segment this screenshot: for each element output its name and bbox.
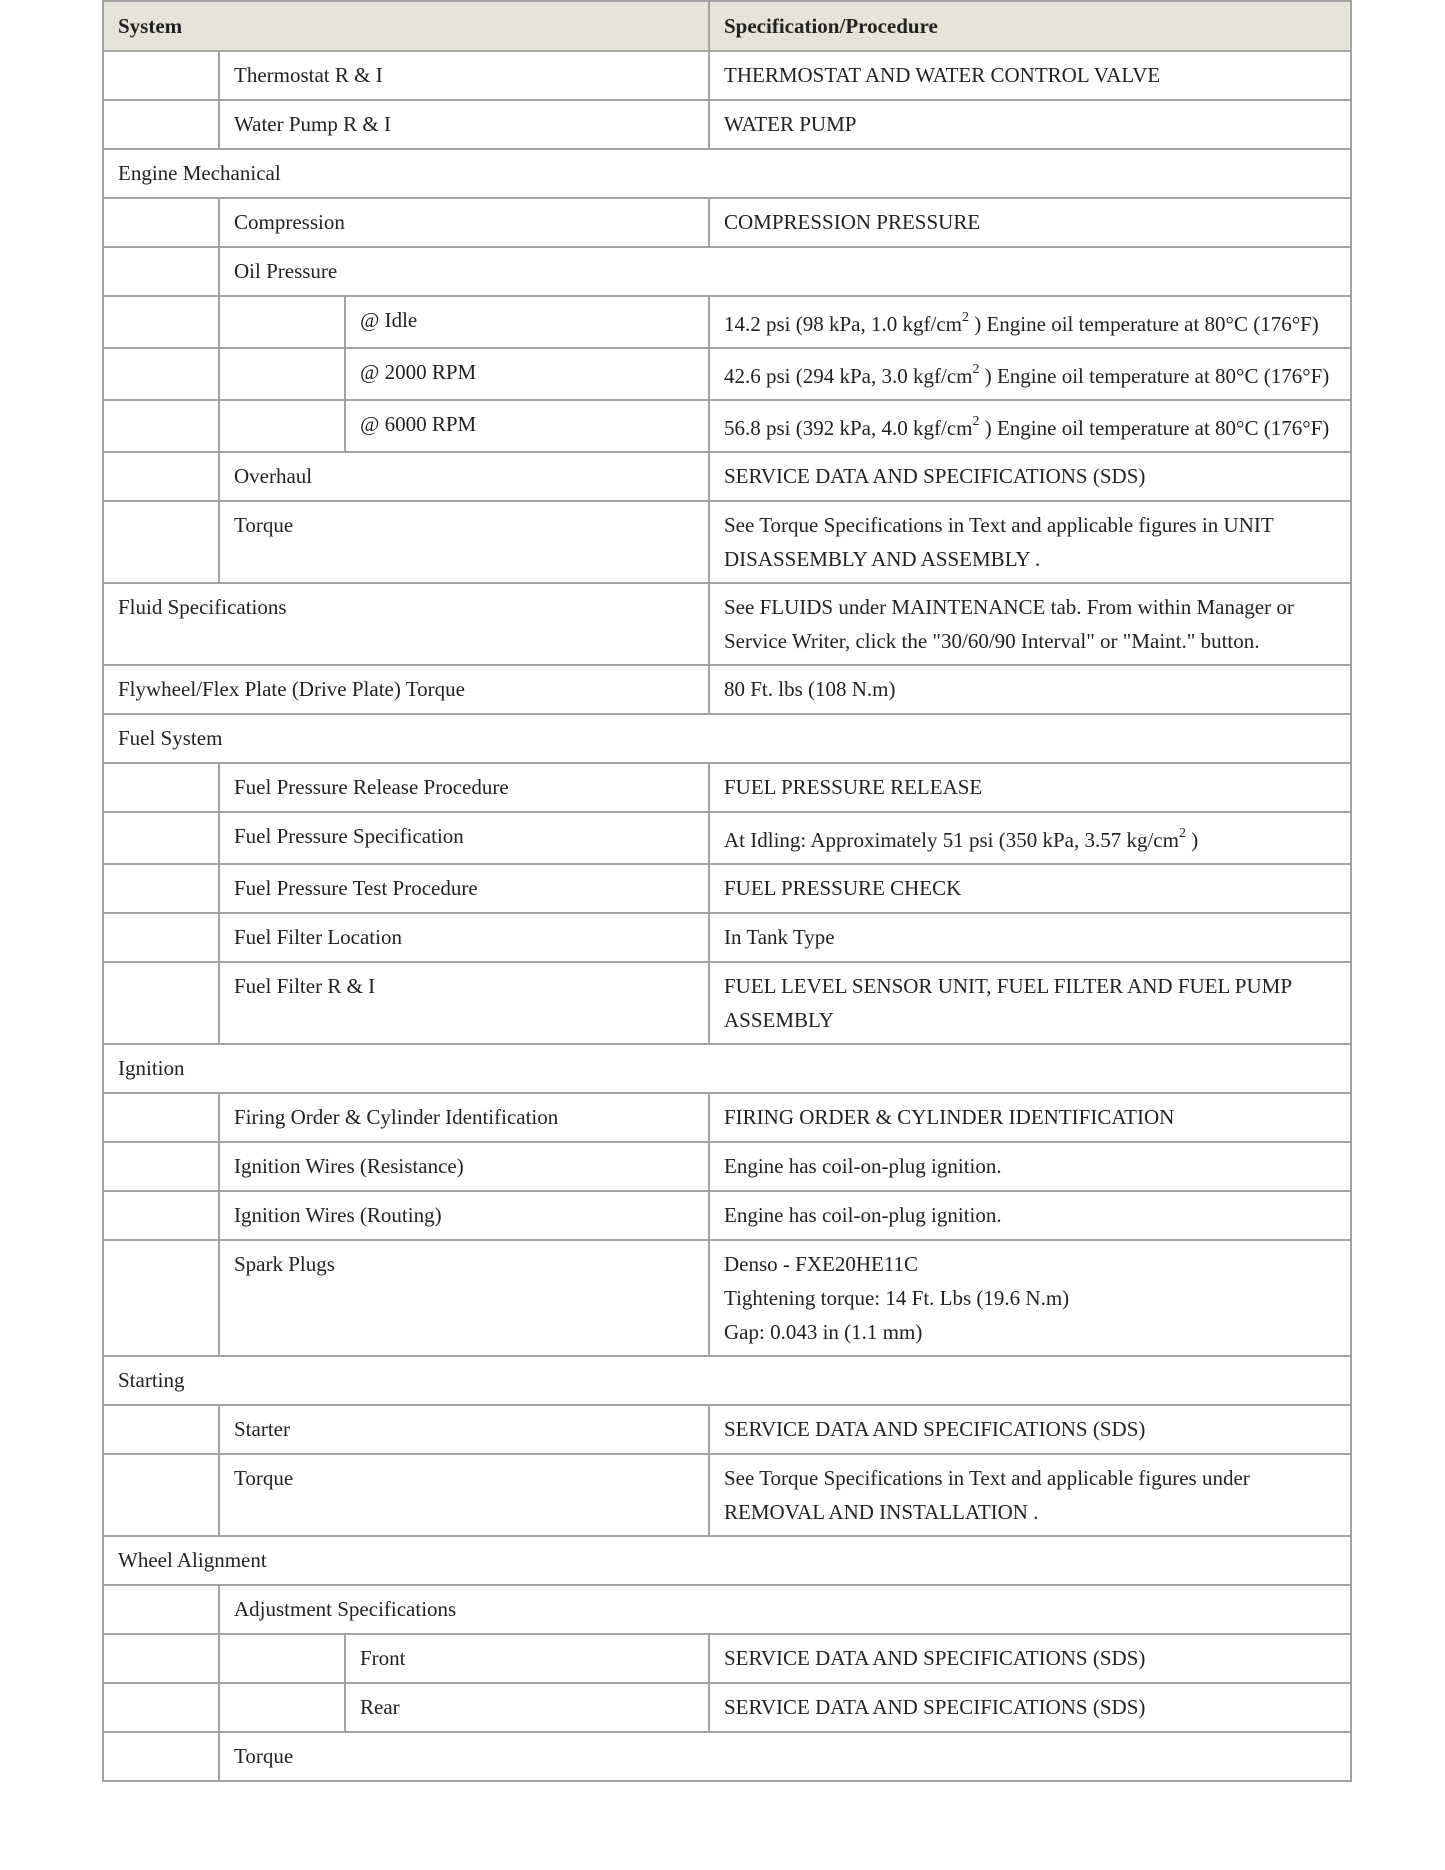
indent-cell — [219, 1683, 345, 1732]
table-row — [103, 1191, 1351, 1240]
indent-cell — [103, 962, 219, 1044]
table-row — [103, 962, 1351, 1044]
row-label: Thermostat R & I — [219, 51, 709, 100]
section-row — [103, 1356, 1351, 1405]
table-row — [103, 296, 1351, 348]
row-label: Fluid Specifications — [103, 583, 709, 665]
row-label: Torque — [219, 1454, 709, 1536]
section-row — [103, 149, 1351, 198]
indent-cell — [219, 400, 345, 452]
row-label: Front — [345, 1634, 709, 1683]
subsection-label: Adjustment Specifications — [219, 1585, 1351, 1634]
indent-cell — [103, 1093, 219, 1142]
table-row — [103, 198, 1351, 247]
indent-cell — [103, 247, 219, 296]
table-row — [103, 1454, 1351, 1536]
subsection-row — [103, 1585, 1351, 1634]
indent-cell — [103, 1732, 219, 1781]
row-label: Flywheel/Flex Plate (Drive Plate) Torque — [103, 665, 709, 714]
table-row — [103, 51, 1351, 100]
row-value: 80 Ft. lbs (108 N.m) — [709, 665, 1351, 714]
table-row — [103, 348, 1351, 400]
section-row — [103, 714, 1351, 763]
indent-cell — [103, 1142, 219, 1191]
table-row — [103, 913, 1351, 962]
row-value: 42.6 psi (294 kPa, 3.0 kgf/$cm^2$ ) Engine oil temperature at 80°C (176°F) — [709, 348, 1351, 400]
indent-cell — [103, 198, 219, 247]
table-row — [103, 400, 1351, 452]
indent-cell — [103, 864, 219, 913]
section-label: Fuel System — [103, 714, 1351, 763]
indent-cell — [103, 1634, 219, 1683]
subsection-row — [103, 1732, 1351, 1781]
indent-cell — [219, 348, 345, 400]
header-system: System — [103, 1, 709, 51]
row-value: See Torque Specifications in Text and applicable figures under REMOVAL AND INSTALLATION . — [709, 1454, 1351, 1536]
row-value: SERVICE DATA AND SPECIFICATIONS (SDS) — [709, 1634, 1351, 1683]
row-label: Water Pump R & I — [219, 100, 709, 149]
row-value: FIRING ORDER & CYLINDER IDENTIFICATION — [709, 1093, 1351, 1142]
row-label: Spark Plugs — [219, 1240, 709, 1356]
section-row — [103, 1044, 1351, 1093]
indent-cell — [103, 1585, 219, 1634]
header-spec: Specification/Procedure — [709, 1, 1351, 51]
spark-plug-gap: Gap: 0.043 in (1.1 mm) — [724, 1320, 923, 1344]
table-row — [103, 452, 1351, 501]
row-label: @ 6000 RPM — [345, 400, 709, 452]
section-row — [103, 1536, 1351, 1585]
indent-cell — [103, 1454, 219, 1536]
indent-cell — [103, 763, 219, 812]
indent-cell — [219, 1634, 345, 1683]
row-value: 56.8 psi (392 kPa, 4.0 kgf/$cm^2$ ) Engine oil temperature at 80°C (176°F) — [709, 400, 1351, 452]
spec-table — [102, 0, 1352, 1782]
indent-cell — [103, 51, 219, 100]
row-value: Engine has coil-on-plug ignition. — [709, 1191, 1351, 1240]
indent-cell — [103, 1240, 219, 1356]
row-value: SERVICE DATA AND SPECIFICATIONS (SDS) — [709, 452, 1351, 501]
row-label: Ignition Wires (Resistance) — [219, 1142, 709, 1191]
spark-plug-torque: Tightening torque: 14 Ft. Lbs (19.6 N.m) — [724, 1286, 1070, 1310]
section-label: Starting — [103, 1356, 1351, 1405]
table-row — [103, 100, 1351, 149]
row-label: @ 2000 RPM — [345, 348, 709, 400]
row-value: SERVICE DATA AND SPECIFICATIONS (SDS) — [709, 1683, 1351, 1732]
row-value: FUEL LEVEL SENSOR UNIT, FUEL FILTER AND FUEL PUMP ASSEMBLY — [709, 962, 1351, 1044]
indent-cell — [103, 296, 219, 348]
row-label: Overhaul — [219, 452, 709, 501]
row-label: Ignition Wires (Routing) — [219, 1191, 709, 1240]
table-row — [103, 1634, 1351, 1683]
table-row — [103, 583, 1351, 665]
row-value: At Idling: Approximately 51 psi (350 kPa, 3.57 $kg/cm^2$ ) — [709, 812, 1351, 864]
table-row — [103, 1405, 1351, 1454]
indent-cell — [103, 913, 219, 962]
row-value: WATER PUMP — [709, 100, 1351, 149]
table-row — [103, 1683, 1351, 1732]
section-label: Wheel Alignment — [103, 1536, 1351, 1585]
row-value: In Tank Type — [709, 913, 1351, 962]
row-value: Engine has coil-on-plug ignition. — [709, 1142, 1351, 1191]
row-label: Compression — [219, 198, 709, 247]
row-value: See FLUIDS under MAINTENANCE tab. From within Manager or Service Writer, click the "30/60/90 Interval" or "Maint." button. — [709, 583, 1351, 665]
row-label: Starter — [219, 1405, 709, 1454]
indent-cell — [103, 400, 219, 452]
row-label: Torque — [219, 501, 709, 583]
row-value: THERMOSTAT AND WATER CONTROL VALVE — [709, 51, 1351, 100]
row-value: 14.2 psi (98 kPa, 1.0 kgf/$cm^2$ ) Engine oil temperature at 80°C (176°F) — [709, 296, 1351, 348]
subsection-label: Torque — [219, 1732, 1351, 1781]
indent-cell — [103, 348, 219, 400]
indent-cell — [103, 812, 219, 864]
row-label: Fuel Pressure Release Procedure — [219, 763, 709, 812]
indent-cell — [103, 1405, 219, 1454]
row-value: FUEL PRESSURE CHECK — [709, 864, 1351, 913]
table-row — [103, 812, 1351, 864]
row-value: See Torque Specifications in Text and applicable figures in UNIT DISASSEMBLY AND ASSEMBLY . — [709, 501, 1351, 583]
table-row — [103, 501, 1351, 583]
indent-cell — [219, 296, 345, 348]
row-value — [709, 1240, 1351, 1356]
spark-plug-type: Denso - FXE20HE11C — [724, 1252, 919, 1276]
table-row — [103, 1240, 1351, 1356]
row-value: SERVICE DATA AND SPECIFICATIONS (SDS) — [709, 1405, 1351, 1454]
table-row — [103, 1093, 1351, 1142]
row-label: Fuel Filter R & I — [219, 962, 709, 1044]
indent-cell — [103, 100, 219, 149]
subsection-row — [103, 247, 1351, 296]
row-value: COMPRESSION PRESSURE — [709, 198, 1351, 247]
table-row — [103, 763, 1351, 812]
header-row — [103, 1, 1351, 51]
row-label: Fuel Pressure Test Procedure — [219, 864, 709, 913]
row-label: Fuel Filter Location — [219, 913, 709, 962]
indent-cell — [103, 1683, 219, 1732]
row-value: FUEL PRESSURE RELEASE — [709, 763, 1351, 812]
indent-cell — [103, 501, 219, 583]
row-label: Firing Order & Cylinder Identification — [219, 1093, 709, 1142]
table-row — [103, 864, 1351, 913]
table-row — [103, 1142, 1351, 1191]
indent-cell — [103, 1191, 219, 1240]
indent-cell — [103, 452, 219, 501]
section-label: Ignition — [103, 1044, 1351, 1093]
row-label: @ Idle — [345, 296, 709, 348]
section-label: Engine Mechanical — [103, 149, 1351, 198]
subsection-label: Oil Pressure — [219, 247, 1351, 296]
row-label: Fuel Pressure Specification — [219, 812, 709, 864]
table-row — [103, 665, 1351, 714]
row-label: Rear — [345, 1683, 709, 1732]
